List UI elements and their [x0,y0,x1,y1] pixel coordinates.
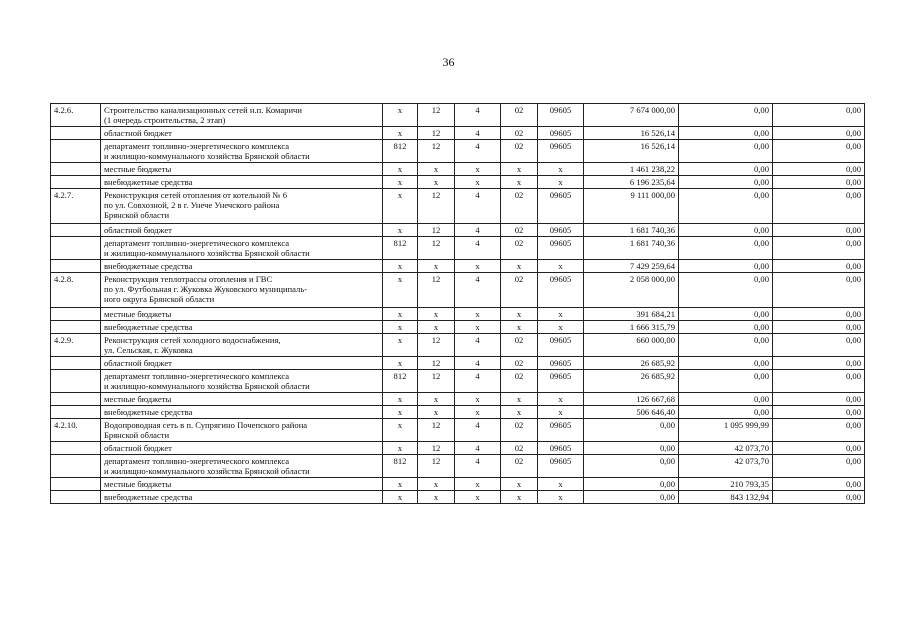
amount-year-1-cell: 0,00 [584,478,679,491]
amount-year-2-cell: 0,00 [679,127,773,140]
program-cell: х [501,478,538,491]
item-number-cell: 4.2.6. [51,104,101,127]
target-article-cell: 09605 [538,224,584,237]
admin-code-cell: х [383,406,418,419]
item-name-cell: местные бюджеты [101,393,383,406]
target-article-cell: х [538,393,584,406]
table-row [51,260,865,273]
target-article-cell: 09605 [538,104,584,127]
item-number-cell [51,321,101,334]
amount-year-1-cell: 16 526,14 [584,140,679,163]
amount-year-3-cell: 0,00 [773,273,865,308]
subsection-cell: 4 [455,419,501,442]
target-article-cell: х [538,478,584,491]
table-row [51,406,865,419]
amount-year-3-cell: 0,00 [773,308,865,321]
amount-year-2-cell: 0,00 [679,104,773,127]
amount-year-1-cell: 26 685,92 [584,357,679,370]
program-cell: 02 [501,273,538,308]
section-cell: х [418,176,455,189]
amount-year-2-cell: 0,00 [679,370,773,393]
amount-year-1-cell: 16 526,14 [584,127,679,140]
amount-year-3-cell: 0,00 [773,419,865,442]
table-row [51,237,865,260]
amount-year-2-cell: 1 095 999,99 [679,419,773,442]
item-number-cell [51,140,101,163]
table-row [51,127,865,140]
amount-year-1-cell: 0,00 [584,491,679,504]
program-cell: х [501,406,538,419]
program-cell: 02 [501,237,538,260]
item-name-cell: местные бюджеты [101,478,383,491]
program-cell: 02 [501,334,538,357]
item-name-cell: Реконструкция теплотрассы отопления и ГВС по ул. Футбольная г. Жуковка Жуковского муниципаль- ного округа Брянской области [101,273,383,308]
amount-year-2-cell: 0,00 [679,273,773,308]
amount-year-3-cell: 0,00 [773,260,865,273]
amount-year-3-cell: 0,00 [773,393,865,406]
item-name-cell: Реконструкция сетей отопления от котельной № 6 по ул. Совхозной, 2 в г. Унече Унечского района Брянской области [101,189,383,224]
program-cell: х [501,321,538,334]
item-name-cell: внебюджетные средства [101,260,383,273]
target-article-cell: х [538,176,584,189]
item-number-cell [51,260,101,273]
subsection-cell: 4 [455,455,501,478]
section-cell: 12 [418,127,455,140]
amount-year-3-cell: 0,00 [773,224,865,237]
program-cell: 02 [501,127,538,140]
item-name-cell: внебюджетные средства [101,321,383,334]
amount-year-3-cell: 0,00 [773,104,865,127]
table-row [51,308,865,321]
admin-code-cell: х [383,189,418,224]
section-cell: 12 [418,140,455,163]
amount-year-3-cell: 0,00 [773,334,865,357]
amount-year-1-cell: 660 000,00 [584,334,679,357]
item-name-cell: Водопроводная сеть в п. Супрягино Почепского района Брянской области [101,419,383,442]
section-cell: х [418,406,455,419]
item-name-cell: областной бюджет [101,224,383,237]
amount-year-2-cell: 210 793,35 [679,478,773,491]
amount-year-2-cell: 42 073,70 [679,442,773,455]
amount-year-2-cell: 0,00 [679,393,773,406]
amount-year-1-cell: 506 646,40 [584,406,679,419]
item-number-cell [51,478,101,491]
section-cell: 12 [418,237,455,260]
item-name-cell: департамент топливно-энергетического комплекса и жилищно-коммунального хозяйства Брянской области [101,237,383,260]
amount-year-3-cell: 0,00 [773,370,865,393]
target-article-cell: х [538,321,584,334]
target-article-cell: х [538,406,584,419]
amount-year-1-cell: 1 461 238,22 [584,163,679,176]
subsection-cell: 4 [455,334,501,357]
table-row [51,455,865,478]
item-number-cell [51,176,101,189]
admin-code-cell: х [383,357,418,370]
section-cell: 12 [418,419,455,442]
target-article-cell: 09605 [538,370,584,393]
target-article-cell: 09605 [538,140,584,163]
table-row [51,321,865,334]
target-article-cell: 09605 [538,189,584,224]
admin-code-cell: х [383,176,418,189]
item-number-cell [51,406,101,419]
amount-year-2-cell: 843 132,94 [679,491,773,504]
admin-code-cell: х [383,442,418,455]
amount-year-2-cell: 0,00 [679,260,773,273]
target-article-cell: 09605 [538,273,584,308]
item-number-cell [51,370,101,393]
item-number-cell [51,163,101,176]
section-cell: 12 [418,224,455,237]
table-row [51,104,865,127]
item-name-cell: Строительство канализационных сетей н.п. Комаричи (1 очередь строительства, 2 этап) [101,104,383,127]
subsection-cell: 4 [455,224,501,237]
subsection-cell: 4 [455,127,501,140]
program-cell: 02 [501,140,538,163]
amount-year-3-cell: 0,00 [773,478,865,491]
program-cell: 02 [501,189,538,224]
amount-year-2-cell: 0,00 [679,176,773,189]
item-number-cell [51,393,101,406]
program-cell: 02 [501,104,538,127]
amount-year-2-cell: 0,00 [679,308,773,321]
admin-code-cell: х [383,127,418,140]
amount-year-3-cell: 0,00 [773,189,865,224]
admin-code-cell: 812 [383,455,418,478]
amount-year-1-cell: 2 058 000,00 [584,273,679,308]
subsection-cell: 4 [455,140,501,163]
amount-year-3-cell: 0,00 [773,127,865,140]
item-number-cell [51,442,101,455]
item-name-cell: департамент топливно-энергетического комплекса и жилищно-коммунального хозяйства Брянской области [101,370,383,393]
program-cell: х [501,308,538,321]
section-cell: 12 [418,104,455,127]
section-cell: 12 [418,370,455,393]
section-cell: х [418,163,455,176]
amount-year-3-cell: 0,00 [773,321,865,334]
table-row [51,357,865,370]
table-row [51,334,865,357]
target-article-cell: 09605 [538,334,584,357]
table-row [51,273,865,308]
section-cell: х [418,308,455,321]
amount-year-2-cell: 0,00 [679,334,773,357]
admin-code-cell: х [383,308,418,321]
program-cell: х [501,176,538,189]
subsection-cell: 4 [455,357,501,370]
subsection-cell: х [455,406,501,419]
admin-code-cell: х [383,104,418,127]
program-cell: 02 [501,224,538,237]
program-cell: х [501,260,538,273]
amount-year-1-cell: 0,00 [584,442,679,455]
admin-code-cell: х [383,478,418,491]
amount-year-3-cell: 0,00 [773,491,865,504]
item-number-cell [51,127,101,140]
amount-year-2-cell: 0,00 [679,237,773,260]
table-row [51,393,865,406]
section-cell: х [418,478,455,491]
amount-year-1-cell: 391 684,21 [584,308,679,321]
table-row [51,224,865,237]
item-name-cell: местные бюджеты [101,308,383,321]
admin-code-cell: 812 [383,237,418,260]
program-cell: 02 [501,419,538,442]
amount-year-2-cell: 0,00 [679,163,773,176]
amount-year-2-cell: 0,00 [679,406,773,419]
admin-code-cell: х [383,334,418,357]
item-name-cell: департамент топливно-энергетического комплекса и жилищно-коммунального хозяйства Брянской области [101,140,383,163]
section-cell: 12 [418,455,455,478]
target-article-cell: 09605 [538,442,584,455]
admin-code-cell: 812 [383,370,418,393]
amount-year-1-cell: 26 685,92 [584,370,679,393]
amount-year-2-cell: 0,00 [679,357,773,370]
amount-year-1-cell: 1 681 740,36 [584,224,679,237]
table-row [51,491,865,504]
item-number-cell [51,308,101,321]
item-name-cell: внебюджетные средства [101,176,383,189]
item-number-cell [51,455,101,478]
subsection-cell: 4 [455,273,501,308]
admin-code-cell: 812 [383,140,418,163]
table-row [51,442,865,455]
subsection-cell: 4 [455,104,501,127]
amount-year-2-cell: 0,00 [679,224,773,237]
admin-code-cell: х [383,260,418,273]
subsection-cell: х [455,393,501,406]
program-cell: х [501,163,538,176]
admin-code-cell: х [383,419,418,442]
admin-code-cell: х [383,163,418,176]
amount-year-3-cell: 0,00 [773,237,865,260]
item-name-cell: Реконструкция сетей холодного водоснабжения, ул. Сельская, г. Жуковка [101,334,383,357]
amount-year-1-cell: 126 667,68 [584,393,679,406]
amount-year-3-cell: 0,00 [773,163,865,176]
amount-year-2-cell: 0,00 [679,189,773,224]
subsection-cell: х [455,478,501,491]
amount-year-1-cell: 7 674 000,00 [584,104,679,127]
amount-year-3-cell: 0,00 [773,357,865,370]
amount-year-2-cell: 42 073,70 [679,455,773,478]
item-number-cell [51,237,101,260]
amount-year-1-cell: 7 429 259,64 [584,260,679,273]
item-number-cell [51,357,101,370]
item-number-cell: 4.2.10. [51,419,101,442]
section-cell: х [418,260,455,273]
target-article-cell: 09605 [538,127,584,140]
amount-year-3-cell: 0,00 [773,455,865,478]
section-cell: х [418,491,455,504]
target-article-cell: х [538,308,584,321]
target-article-cell: 09605 [538,357,584,370]
amount-year-1-cell: 6 196 235,64 [584,176,679,189]
table-row [51,478,865,491]
program-cell: 02 [501,455,538,478]
subsection-cell: х [455,321,501,334]
admin-code-cell: х [383,491,418,504]
item-name-cell: внебюджетные средства [101,406,383,419]
subsection-cell: 4 [455,189,501,224]
section-cell: 12 [418,273,455,308]
target-article-cell: 09605 [538,419,584,442]
amount-year-1-cell: 9 111 000,00 [584,189,679,224]
table-row [51,419,865,442]
admin-code-cell: х [383,224,418,237]
item-number-cell: 4.2.7. [51,189,101,224]
program-cell: 02 [501,370,538,393]
table-row [51,370,865,393]
target-article-cell: х [538,163,584,176]
program-cell: 02 [501,442,538,455]
item-name-cell: областной бюджет [101,442,383,455]
table-row [51,163,865,176]
item-name-cell: местные бюджеты [101,163,383,176]
subsection-cell: х [455,491,501,504]
target-article-cell: х [538,491,584,504]
table-row [51,140,865,163]
amount-year-3-cell: 0,00 [773,140,865,163]
subsection-cell: х [455,163,501,176]
subsection-cell: х [455,260,501,273]
subsection-cell: х [455,176,501,189]
item-number-cell [51,224,101,237]
subsection-cell: 4 [455,442,501,455]
amount-year-1-cell: 0,00 [584,419,679,442]
target-article-cell: 09605 [538,237,584,260]
section-cell: 12 [418,442,455,455]
amount-year-2-cell: 0,00 [679,321,773,334]
admin-code-cell: х [383,393,418,406]
amount-year-1-cell: 1 681 740,36 [584,237,679,260]
amount-year-1-cell: 1 666 315,79 [584,321,679,334]
page-number: 36 [442,55,455,69]
item-name-cell: внебюджетные средства [101,491,383,504]
table-body [51,104,865,504]
subsection-cell: х [455,308,501,321]
section-cell: 12 [418,189,455,224]
item-name-cell: департамент топливно-энергетического комплекса и жилищно-коммунального хозяйства Брянской области [101,455,383,478]
section-cell: х [418,321,455,334]
amount-year-2-cell: 0,00 [679,140,773,163]
program-cell: х [501,491,538,504]
item-number-cell: 4.2.8. [51,273,101,308]
section-cell: х [418,393,455,406]
item-name-cell: областной бюджет [101,357,383,370]
amount-year-1-cell: 0,00 [584,455,679,478]
budget-table [50,103,865,504]
amount-year-3-cell: 0,00 [773,442,865,455]
subsection-cell: 4 [455,370,501,393]
table-row [51,176,865,189]
section-cell: 12 [418,334,455,357]
program-cell: 02 [501,357,538,370]
table-row [51,189,865,224]
target-article-cell: х [538,260,584,273]
amount-year-3-cell: 0,00 [773,176,865,189]
item-name-cell: областной бюджет [101,127,383,140]
item-number-cell: 4.2.9. [51,334,101,357]
admin-code-cell: х [383,273,418,308]
section-cell: 12 [418,357,455,370]
item-number-cell [51,491,101,504]
subsection-cell: 4 [455,237,501,260]
amount-year-3-cell: 0,00 [773,406,865,419]
program-cell: х [501,393,538,406]
target-article-cell: 09605 [538,455,584,478]
admin-code-cell: х [383,321,418,334]
